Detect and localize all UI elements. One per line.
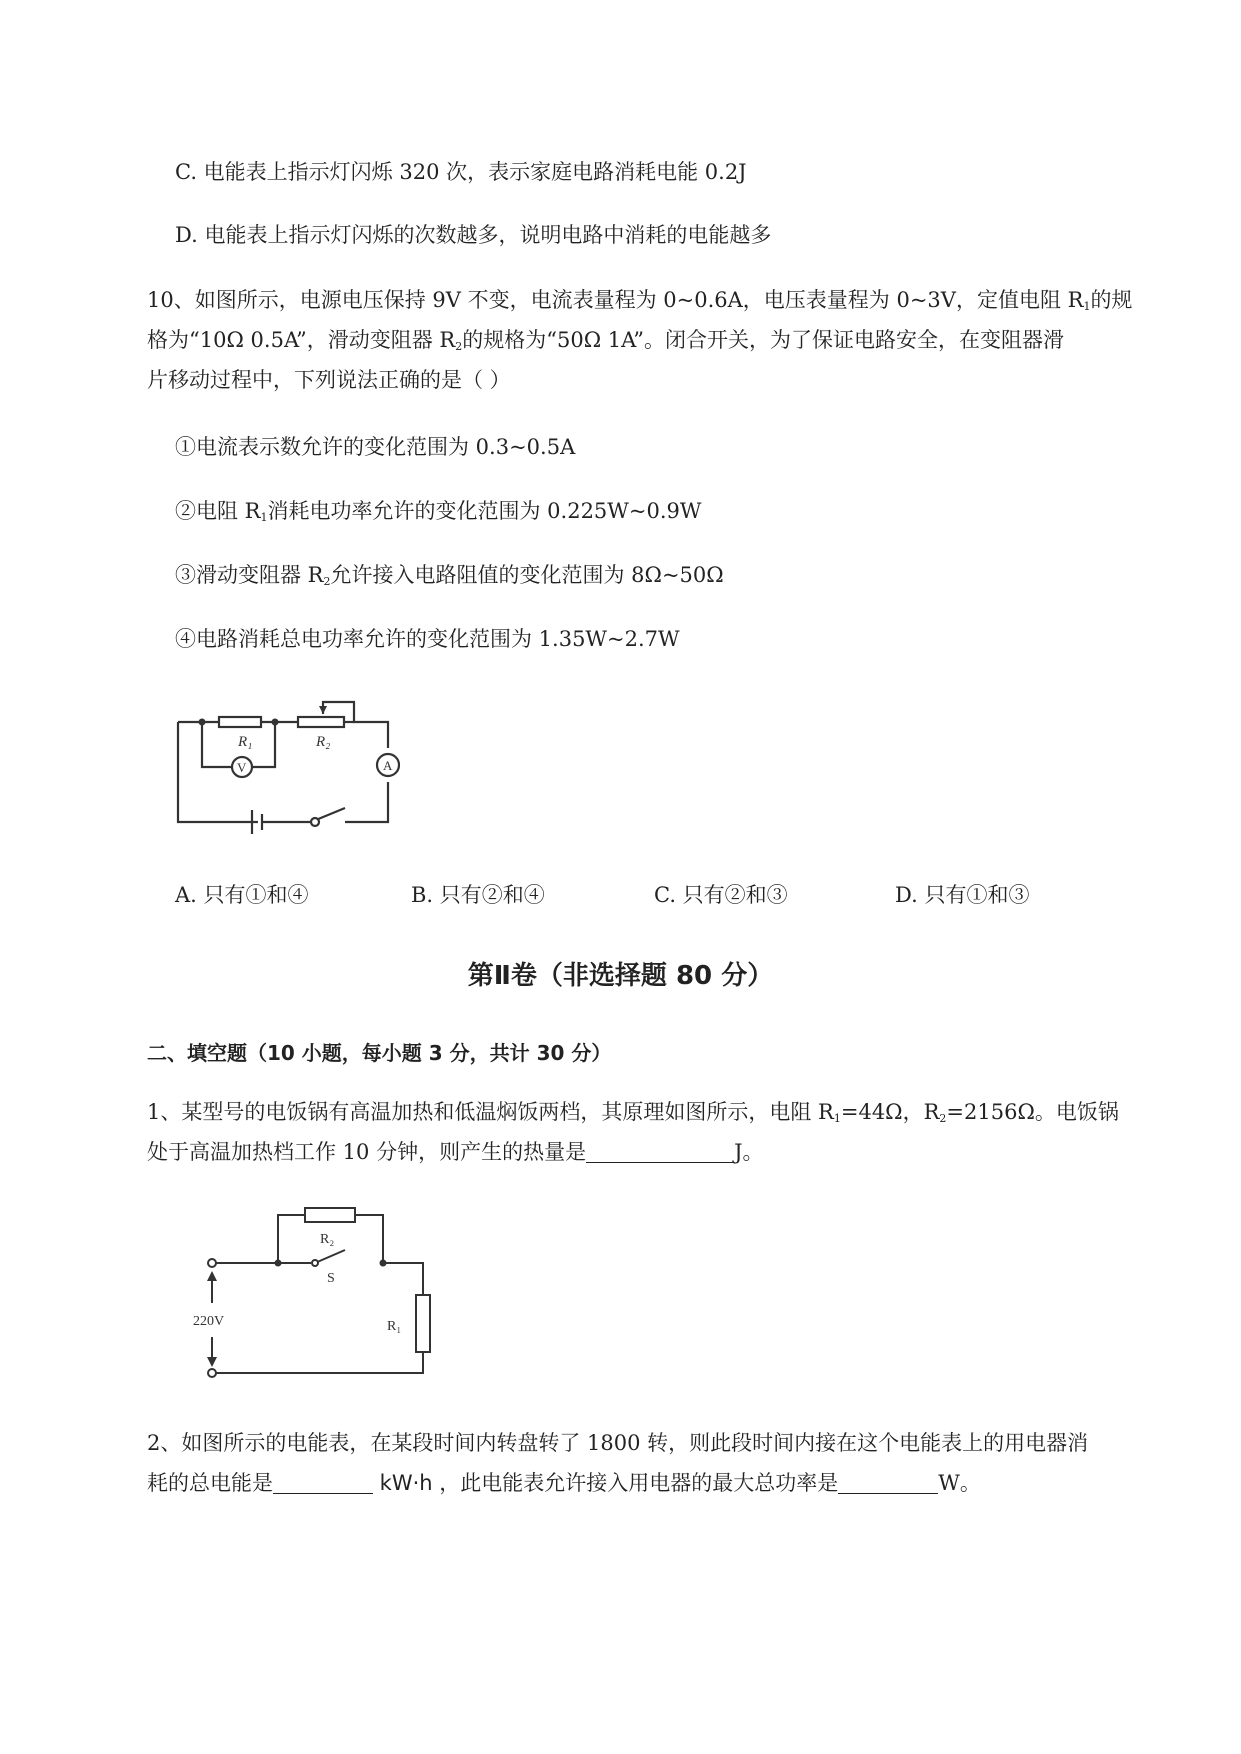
- fill-blank-heading: 二、填空题（10 小题，每小题 3 分，共计 30 分）: [147, 1041, 612, 1065]
- question-10-line2: 格为“10Ω 0.5A”，滑动变阻器 $R_2$的规格为“50Ω 1A”。闭合开关，为了保证电路安全，在变阻器滑: [147, 328, 1064, 353]
- fill-question-2-line2: 耗的总电能是 kW·h ，此电能表允许接入用电器的最大总功率是 W。: [147, 1471, 981, 1495]
- choice-d[interactable]: D. 只有①和③: [895, 883, 1030, 907]
- answer-blank-energy[interactable]: [273, 1471, 373, 1494]
- label-r2: R₂: [320, 1232, 335, 1247]
- statement-2: ②电阻 $R_1$消耗电功率允许的变化范围为 0.225W~0.9W: [175, 499, 702, 524]
- circuit-diagram-q10: [170, 690, 400, 840]
- choice-c[interactable]: C. 只有②和③: [654, 883, 788, 907]
- voltmeter-label: V: [237, 760, 247, 775]
- label-r2: R₂: [316, 734, 331, 750]
- label-switch: S: [327, 1271, 335, 1286]
- choice-a[interactable]: A. 只有①和④: [175, 883, 309, 907]
- statement-4: ④电路消耗总电功率允许的变化范围为 1.35W~2.7W: [175, 627, 680, 651]
- statement-3: ③滑动变阻器 $R_2$允许接入电路阻值的变化范围为 8Ω~50Ω: [175, 563, 724, 588]
- ammeter-label: A: [383, 758, 393, 773]
- statement-1: ①电流表示数允许的变化范围为 0.3~0.5A: [175, 435, 576, 459]
- answer-blank-power[interactable]: [838, 1471, 938, 1494]
- label-r1: R₁: [238, 734, 253, 750]
- option-d: D. 电能表上指示灯闪烁的次数越多，说明电路中消耗的电能越多: [175, 223, 772, 247]
- question-10-line1: 10、如图所示，电源电压保持 9V 不变，电流表量程为 0~0.6A，电压表量程为 0~3V，定值电阻 $R_1$的规: [147, 288, 1133, 313]
- option-c: C. 电能表上指示灯闪烁 320 次，表示家庭电路消耗电能 0.2J: [175, 160, 747, 184]
- label-r1: R₁: [387, 1319, 402, 1334]
- question-10-line3: 片移动过程中，下列说法正确的是（ ）: [147, 368, 511, 392]
- section-title: 第Ⅱ卷（非选择题 80 分）: [467, 961, 774, 991]
- fill-question-2-line1: 2、如图所示的电能表，在某段时间内转盘转了 1800 转，则此段时间内接在这个电能表上的用电器消: [147, 1431, 1089, 1455]
- answer-blank-heat[interactable]: [586, 1140, 734, 1163]
- choice-b[interactable]: B. 只有②和④: [411, 883, 545, 907]
- fill-question-1-line2: 处于高温加热档工作 10 分钟，则产生的热量是 J。: [147, 1140, 764, 1164]
- fill-question-1-line1: 1、某型号的电饭锅有高温加热和低温焖饭两档，其原理如图所示，电阻 $R_1=44\Omega$，$R_2=2156\Omega$。电饭锅: [147, 1100, 1119, 1125]
- label-voltage: 220V: [193, 1314, 225, 1329]
- circuit-diagram-fill1: [190, 1195, 450, 1385]
